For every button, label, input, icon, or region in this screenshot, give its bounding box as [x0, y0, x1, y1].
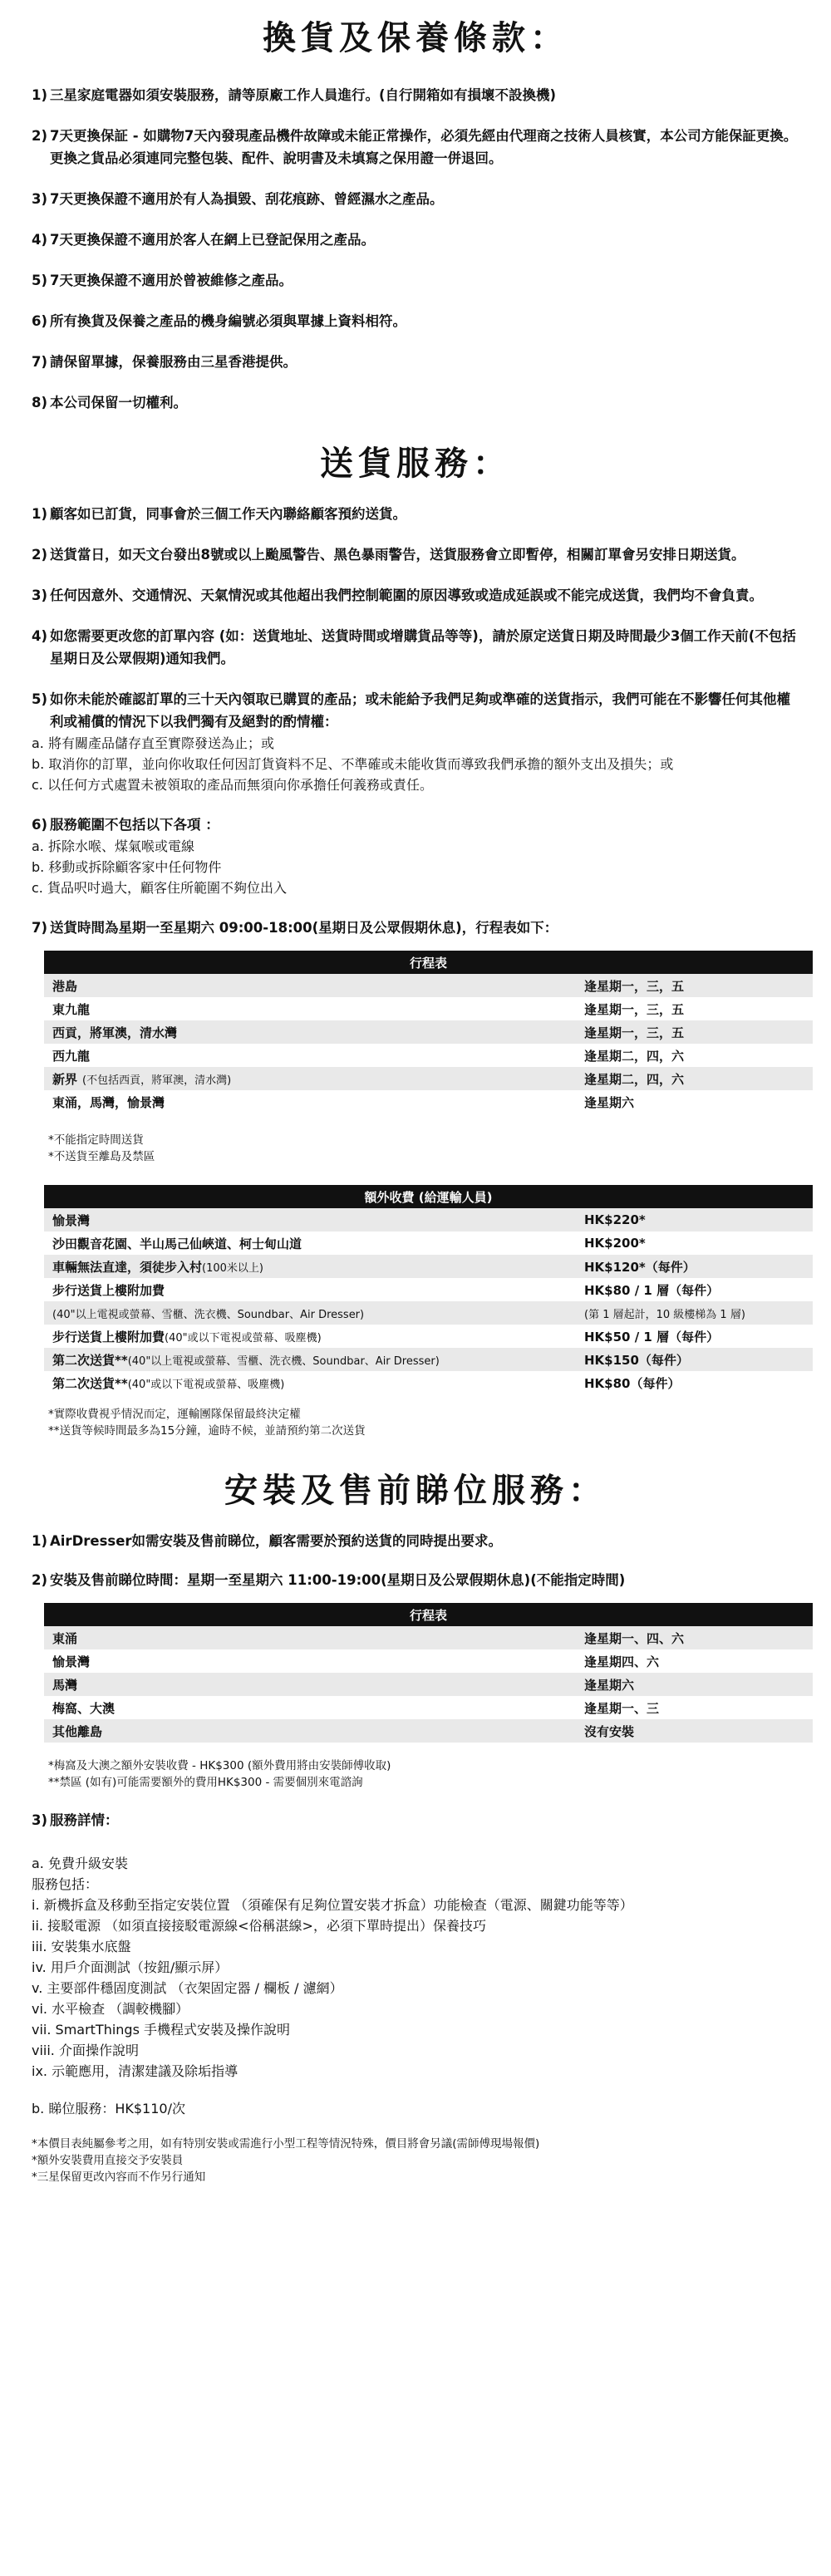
item-number: 5): [32, 691, 48, 707]
table-row: [44, 1090, 813, 1113]
sub-item: c. 以任何方式處置未被領取的產品而無須向你承擔任何義務或責任。: [32, 777, 433, 793]
note: **送貨等候時間最多為15分鐘，逾時不候，並請預約第二次送貨: [48, 1424, 366, 1438]
area-name: 西九龍: [52, 1048, 91, 1064]
delivery-terms-list: [32, 503, 799, 733]
final-notes: [32, 2136, 799, 2185]
fee-price-cell: HK$80（每件）: [576, 1371, 813, 1394]
install-item-1: 1) AirDresser如需安裝及售前睇位，顧客需要於預約送貨的同時提出要求。: [32, 1533, 503, 1549]
delivery-item-5: [32, 688, 799, 733]
service-list: [32, 1895, 799, 2082]
item-number: 5): [32, 273, 48, 288]
table-row: [44, 1696, 813, 1719]
table-row: [44, 974, 813, 997]
table-row: [44, 1231, 813, 1255]
area-cell: 東涌: [44, 1626, 576, 1649]
schedule-notes: [48, 1132, 799, 1165]
table-row: [44, 1301, 813, 1325]
table-row: [44, 1649, 813, 1673]
schedule-header: 行程表: [44, 1603, 813, 1626]
days-cell: 逢星期一，三，五: [576, 974, 813, 997]
area-cell: [44, 1090, 576, 1113]
delivery-item-4: [32, 625, 799, 670]
item-number: 2): [32, 547, 48, 563]
service-list-item: vi. 水平檢查 （調較機腳）: [32, 2001, 189, 2017]
note: *不能指定時間送貨: [48, 1133, 144, 1147]
fees-notes: [48, 1406, 799, 1439]
exchange-item-7: [32, 351, 799, 373]
service-list-item: i. 新機拆盒及移動至指定安裝位置 （須確保有足夠位置安裝才拆盒）功能檢查（電源、關鍵功能等等）: [32, 1897, 633, 1913]
item-number: 1): [32, 506, 48, 522]
area-name: 西貢，將軍澳，清水灣: [52, 1025, 178, 1040]
fee-label: 步行送貨上樓附加費: [52, 1282, 165, 1298]
days-cell: 逢星期四、六: [576, 1649, 813, 1673]
fees-header: 額外收費 (給運輸人員): [44, 1185, 813, 1208]
installation-title: 安裝及售前睇位服務：: [224, 1472, 607, 1510]
note: *三星保留更改內容而不作另行通知: [32, 2170, 206, 2184]
delivery-schedule-table: [44, 951, 813, 1113]
item-text: 7天更換保證不適用於客人在網上已登記保用之產品。: [50, 232, 375, 248]
exchange-item-8: [32, 391, 799, 414]
table-row: [44, 1020, 813, 1044]
fee-price-cell: HK$120*（每件）: [576, 1255, 813, 1278]
table-row: [44, 1371, 813, 1394]
item-number: 7): [32, 354, 48, 370]
days-cell: 沒有安裝: [576, 1719, 813, 1743]
item-number: 2): [32, 128, 48, 144]
exchange-item-3: [32, 188, 799, 210]
note: **禁區 (如有)可能需要額外的費用HK$300 - 需要個別來電諮詢: [48, 1776, 363, 1789]
item-number: 8): [32, 395, 48, 410]
install-schedule-table: [44, 1603, 813, 1743]
fee-sublabel: (40"或以下電視或螢幕、吸塵機): [165, 1331, 322, 1345]
install-schedule-notes: [48, 1757, 799, 1791]
days-cell: 逢星期六: [576, 1090, 813, 1113]
schedule-header: 行程表: [44, 951, 813, 974]
area-cell: [44, 1044, 576, 1067]
exchange-item-4: [32, 229, 799, 251]
area-name: 東九龍: [52, 1001, 91, 1017]
item-number: 3): [32, 191, 48, 207]
delivery-title: 送貨服務：: [320, 445, 511, 483]
area-cell: 愉景灣: [44, 1649, 576, 1673]
item-number: 6): [32, 313, 48, 329]
free-upgrade-text: a. 免費升級安裝: [32, 1856, 128, 1871]
area-cell: [44, 1067, 576, 1090]
item-text: 請保留單據，保養服務由三星香港提供。: [50, 354, 297, 370]
fee-item-cell: [44, 1231, 576, 1255]
fee-price-cell: HK$80 / 1 層（每件）: [576, 1278, 813, 1301]
area-cell: 其他離島: [44, 1719, 576, 1743]
item-text: 本公司保留一切權利。: [50, 395, 187, 410]
fee-label: 愉景灣: [52, 1212, 91, 1228]
fee-label: 沙田觀音花園、半山馬己仙峽道、柯士甸山道: [52, 1236, 302, 1251]
fee-item-cell: [44, 1371, 576, 1394]
delivery-item-1: [32, 503, 799, 525]
delivery-item-7: 7) 送貨時間為星期一至星期六 09:00-18:00(星期日及公眾假期休息)，行程表如下：: [32, 920, 558, 936]
sub-item: b. 移動或拆除顧客家中任何物件: [32, 859, 222, 875]
sub-item: b. 取消你的訂單，並向你收取任何因訂貨資料不足、不準確或未能收貨而導致我們承擔的額外支出及損失；或: [32, 756, 674, 772]
fee-sublabel: (40"以上電視或螢幕、雪櫃、洗衣機、Soundbar、Air Dresser): [52, 1308, 365, 1321]
fee-item-cell: [44, 1208, 576, 1231]
area-cell: [44, 1020, 576, 1044]
table-row: [44, 1067, 813, 1090]
service-list-item: iii. 安裝集水底盤: [32, 1939, 131, 1954]
item-text: 7天更換保證不適用於曾被維修之產品。: [50, 273, 293, 288]
table-row: [44, 1673, 813, 1696]
delivery-item-5-sub: [32, 733, 799, 795]
service-list-item: ix. 示範應用，清潔建議及除垢指導: [32, 2063, 238, 2079]
service-list-item: iv. 用戶介面測試（按鈕/顯示屏）: [32, 1959, 229, 1975]
exchange-terms-list: [32, 84, 799, 414]
exchange-item-5: [32, 269, 799, 292]
item-text: 送貨當日，如天文台發出8號或以上颱風警告、黑色暴雨警告，送貨服務會立即暫停，相關訂單會另安排日期送貨。: [50, 547, 745, 563]
fee-sublabel: (100米以上): [202, 1261, 263, 1275]
exchange-item-2: [32, 125, 799, 170]
table-row: [44, 1719, 813, 1743]
install-item-2: 2) 安裝及售前睇位時間：星期一至星期六 11:00-19:00(星期日及公眾假期休息)(不能指定時間): [32, 1572, 626, 1588]
delivery-item-6: 6) 服務範圍不包括以下各項 ：: [32, 817, 219, 833]
fee-sublabel: (40"或以下電視或螢幕、吸塵機): [127, 1378, 285, 1391]
item-number: 4): [32, 232, 48, 248]
days-cell: 逢星期一、四、六: [576, 1626, 813, 1649]
item-number: 4): [32, 628, 48, 644]
table-row: [44, 1325, 813, 1348]
service-includes-label: 服務包括：: [32, 1876, 99, 1892]
sub-item: c. 貨品呎吋過大，顧客住所範圍不夠位出入: [32, 880, 287, 896]
fee-price-cell: HK$220*: [576, 1208, 813, 1231]
exchange-item-1: [32, 84, 799, 106]
days-cell: 逢星期六: [576, 1673, 813, 1696]
table-row: [44, 1255, 813, 1278]
item-text: 顧客如已訂貨，同事會於三個工作天內聯絡顧客預約送貨。: [50, 506, 406, 522]
fee-item-cell: [44, 1301, 576, 1325]
area-cell: 馬灣: [44, 1673, 576, 1696]
site-visit-price: b. 睇位服務：HK$110/次: [32, 2101, 185, 2116]
area-cell: [44, 974, 576, 997]
install-item-3: 3) 服務詳情：: [32, 1812, 119, 1828]
item-text: 7天更換保証 - 如購物7天內發現產品機件故障或未能正常操作，必須先經由代理商之技術人員核實，本公司方能保証更換。更換之貨品必須連同完整包裝、配件、說明書及未填寫之保用證一併退回。: [50, 128, 798, 166]
table-row: [44, 997, 813, 1020]
extra-fees-table: [44, 1185, 813, 1394]
exchange-item-6: [32, 310, 799, 332]
item-text: 任何因意外、交通情況、天氣情況或其他超出我們控制範圍的原因導致或造成延誤或不能完成送貨，我們均不會負責。: [50, 587, 763, 603]
service-list-item: viii. 介面操作說明: [32, 2043, 139, 2058]
days-cell: 逢星期二，四，六: [576, 1044, 813, 1067]
area-name: 東涌，馬灣，愉景灣: [52, 1094, 165, 1110]
item-number: 1): [32, 87, 48, 103]
fee-item-cell: [44, 1348, 576, 1371]
fee-label: 第二次送貨**: [52, 1352, 128, 1368]
fee-item-cell: [44, 1325, 576, 1348]
fee-item-cell: [44, 1278, 576, 1301]
exchange-warranty-title: 換貨及保養條款：: [263, 19, 568, 57]
service-details: [32, 1853, 799, 2119]
service-list-item: vii. SmartThings 手機程式安裝及操作說明: [32, 2022, 291, 2038]
area-name: 新界: [52, 1071, 78, 1087]
fee-price-cell: HK$150（每件）: [576, 1348, 813, 1371]
area-cell: [44, 997, 576, 1020]
area-cell: 梅窩、大澳: [44, 1696, 576, 1719]
delivery-item-2: [32, 543, 799, 566]
service-list-item: ii. 接駁電源 （如須直接接駁電源線<俗稱湛線>，必須下單時提出）保養技巧: [32, 1918, 486, 1934]
sub-item: a. 將有關產品儲存直至實際發送為止；或: [32, 735, 274, 751]
item-text: 所有換貨及保養之產品的機身編號必須與單據上資料相符。: [50, 313, 406, 329]
area-note: (不包括西貢，將軍澳，清水灣): [82, 1074, 232, 1087]
days-cell: 逢星期一、三: [576, 1696, 813, 1719]
days-cell: 逢星期二，四，六: [576, 1067, 813, 1090]
item-text: 如你未能於確認訂單的三十天內領取已購買的產品；或未能給予我們足夠或準確的送貨指示，我們可能在不影響任何其他權利或補償的情況下以我們獨有及絕對的酌情權：: [50, 691, 790, 730]
note: *梅窩及大澳之額外安裝收費 - HK$300 (額外費用將由安裝師傅收取): [48, 1759, 391, 1772]
table-row: [44, 1626, 813, 1649]
item-text: 如您需要更改您的訂單內容 (如：送貨地址、送貨時間或增購貨品等等)，請於原定送貨日期及時間最少3個工作天前(不包括星期日及公眾假期)通知我們。: [50, 628, 796, 666]
fee-label: 車輛無法直達，須徒步入村: [52, 1259, 203, 1275]
table-row: [44, 1348, 813, 1371]
delivery-item-6-sub: [32, 836, 799, 898]
sub-item: a. 拆除水喉、煤氣喉或電線: [32, 838, 194, 854]
fee-label: 步行送貨上樓附加費: [52, 1329, 165, 1345]
note: *額外安裝費用直接交予安裝員: [32, 2154, 184, 2167]
note: *不送貨至離島及禁區: [48, 1150, 155, 1163]
item-number: 3): [32, 587, 48, 603]
days-cell: 逢星期一，三，五: [576, 1020, 813, 1044]
item-text: 7天更換保證不適用於有人為損毀、刮花痕跡、曾經濕水之產品。: [50, 191, 444, 207]
delivery-item-3: [32, 584, 799, 607]
note: *實際收費視乎情況而定，運輸團隊保留最終決定權: [48, 1408, 301, 1421]
fee-price-cell: HK$50 / 1 層（每件）: [576, 1325, 813, 1348]
table-row: [44, 1044, 813, 1067]
days-cell: 逢星期一，三，五: [576, 997, 813, 1020]
note: *本價目表純屬參考之用，如有特別安裝或需進行小型工程等情況特殊，價目將會另議(需師傅現場報價): [32, 2137, 540, 2151]
fee-label: 第二次送貨**: [52, 1375, 128, 1391]
table-row: [44, 1278, 813, 1301]
service-list-item: v. 主要部件穩固度測試 （衣架固定器 / 欄板 / 濾網）: [32, 1980, 343, 1996]
fee-price-cell: (第 1 層起計，10 級樓梯為 1 層): [576, 1301, 813, 1325]
area-name: 港島: [52, 978, 78, 994]
fee-sublabel: (40"以上電視或螢幕、雪櫃、洗衣機、Soundbar、Air Dresser): [127, 1354, 440, 1368]
fee-price-cell: HK$200*: [576, 1231, 813, 1255]
item-text: 三星家庭電器如須安裝服務，請等原廠工作人員進行。(自行開箱如有損壞不設換機): [50, 87, 557, 103]
fee-item-cell: [44, 1255, 576, 1278]
table-row: [44, 1208, 813, 1231]
